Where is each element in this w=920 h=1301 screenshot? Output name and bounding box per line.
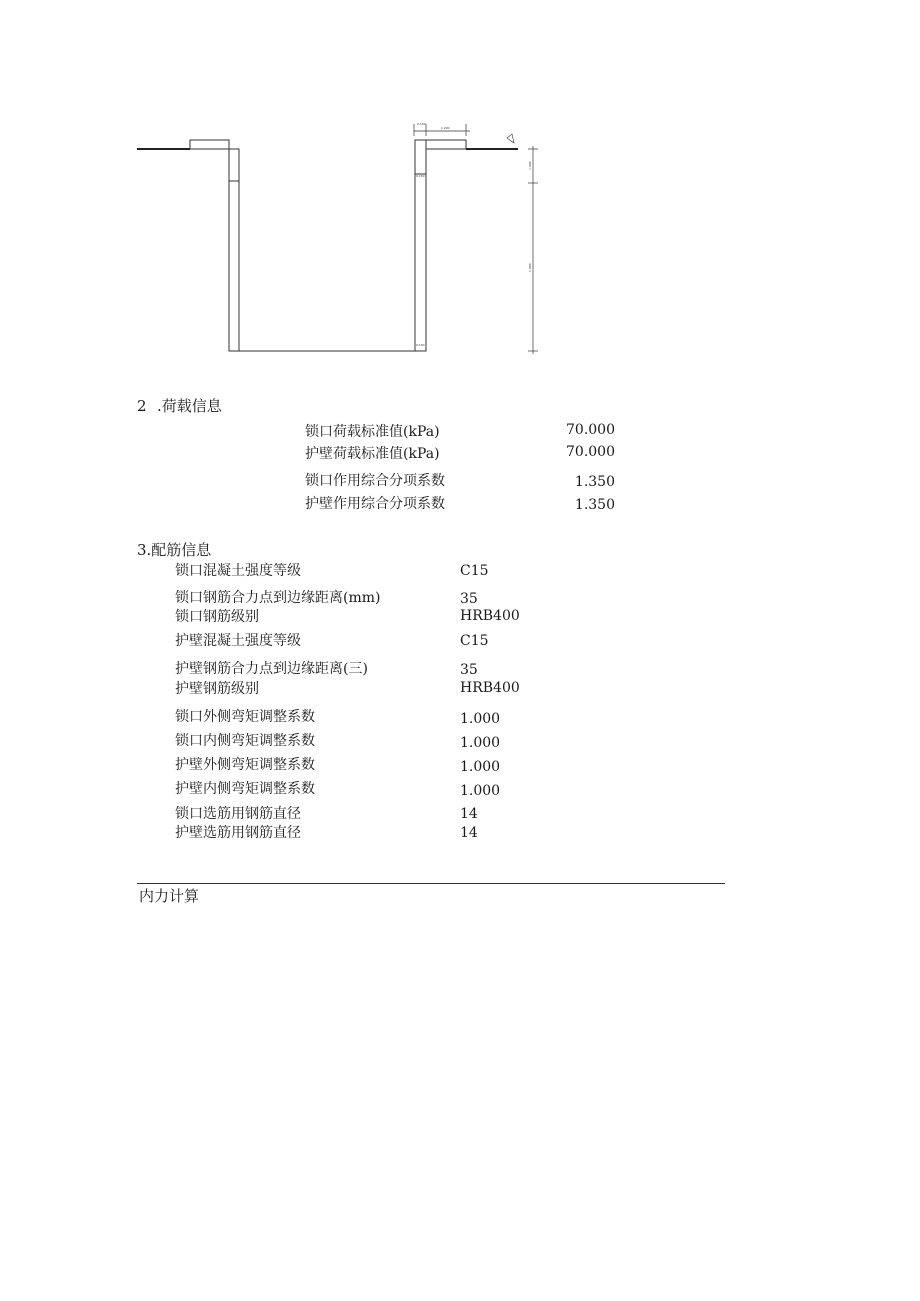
load-row-label: 护壁作用综合分项系数 [305, 496, 445, 512]
rebar-row-value: 14 [460, 825, 478, 841]
load-row-value: 1.350 [574, 474, 615, 490]
rebar-row-label: 锁口内侧弯矩调整系数 [175, 733, 315, 749]
load-row-label: 锁口作用综合分项系数 [305, 473, 445, 489]
rebar-row-label: 锁口钢筋级别 [175, 609, 259, 625]
dim-wall-thickness-top: 0.150 [416, 174, 425, 178]
rebar-row-value: HRB400 [460, 608, 520, 624]
rebar-row-value: 14 [460, 806, 478, 822]
load-heading: .荷载信息 [157, 397, 222, 415]
section-divider [137, 883, 725, 884]
dim-lock-height: 1.000 [528, 161, 532, 170]
internal-force-heading: 内力计算 [139, 887, 200, 905]
rebar-row-label: 锁口外侧弯矩调整系数 [175, 709, 315, 725]
rebar-row-value: 1.000 [460, 711, 501, 727]
load-row-label: 护壁荷载标准值(kPa) [305, 446, 440, 462]
rebar-row-label: 护壁混凝土强度等级 [175, 633, 301, 649]
rebar-row-label: 锁口混凝土强度等级 [175, 563, 301, 579]
dim-wall-thickness-bottom: 0.150 [416, 343, 425, 347]
dim-lock-width: 1.200 [441, 126, 450, 130]
rebar-row-value: C15 [460, 563, 489, 579]
rebar-row-label: 锁口钢筋合力点到边缘距离(mm) [175, 590, 381, 606]
rebar-heading: 3.配筋信息 [137, 541, 212, 559]
load-row-value: 70.000 [566, 444, 615, 460]
rebar-row-label: 护壁选筋用钢筋直径 [175, 825, 301, 841]
rebar-row-value: 1.000 [460, 735, 501, 751]
rebar-row-value: HRB400 [460, 680, 520, 696]
right-collar-outline [415, 140, 466, 351]
left-collar-outline [190, 140, 239, 351]
pile-section-diagram [0, 0, 920, 380]
rebar-row-value: 1.000 [460, 759, 501, 775]
dim-lock-thickness: 0.150 [417, 122, 426, 126]
rebar-row-value: 35 [460, 662, 478, 678]
load-row-value: 1.350 [574, 497, 615, 513]
rebar-row-value: 35 [460, 591, 478, 607]
rebar-row-label: 护壁钢筋级别 [175, 681, 259, 697]
load-heading-number: 2 [137, 397, 147, 415]
dim-wall-depth: 5.000 [528, 263, 532, 272]
load-row-value: 70.000 [566, 422, 615, 438]
rebar-row-label: 护壁钢筋合力点到边缘距离(三) [175, 661, 368, 677]
rebar-row-value: C15 [460, 633, 489, 649]
rebar-row-value: 1.000 [460, 783, 501, 799]
rebar-row-label: 护壁外侧弯矩调整系数 [175, 757, 315, 773]
load-row-label: 锁口荷载标准值(kPa) [305, 424, 440, 440]
elevation-marker [507, 134, 514, 143]
rebar-row-label: 护壁内侧弯矩调整系数 [175, 781, 315, 797]
rebar-row-label: 锁口选筋用钢筋直径 [175, 806, 301, 822]
